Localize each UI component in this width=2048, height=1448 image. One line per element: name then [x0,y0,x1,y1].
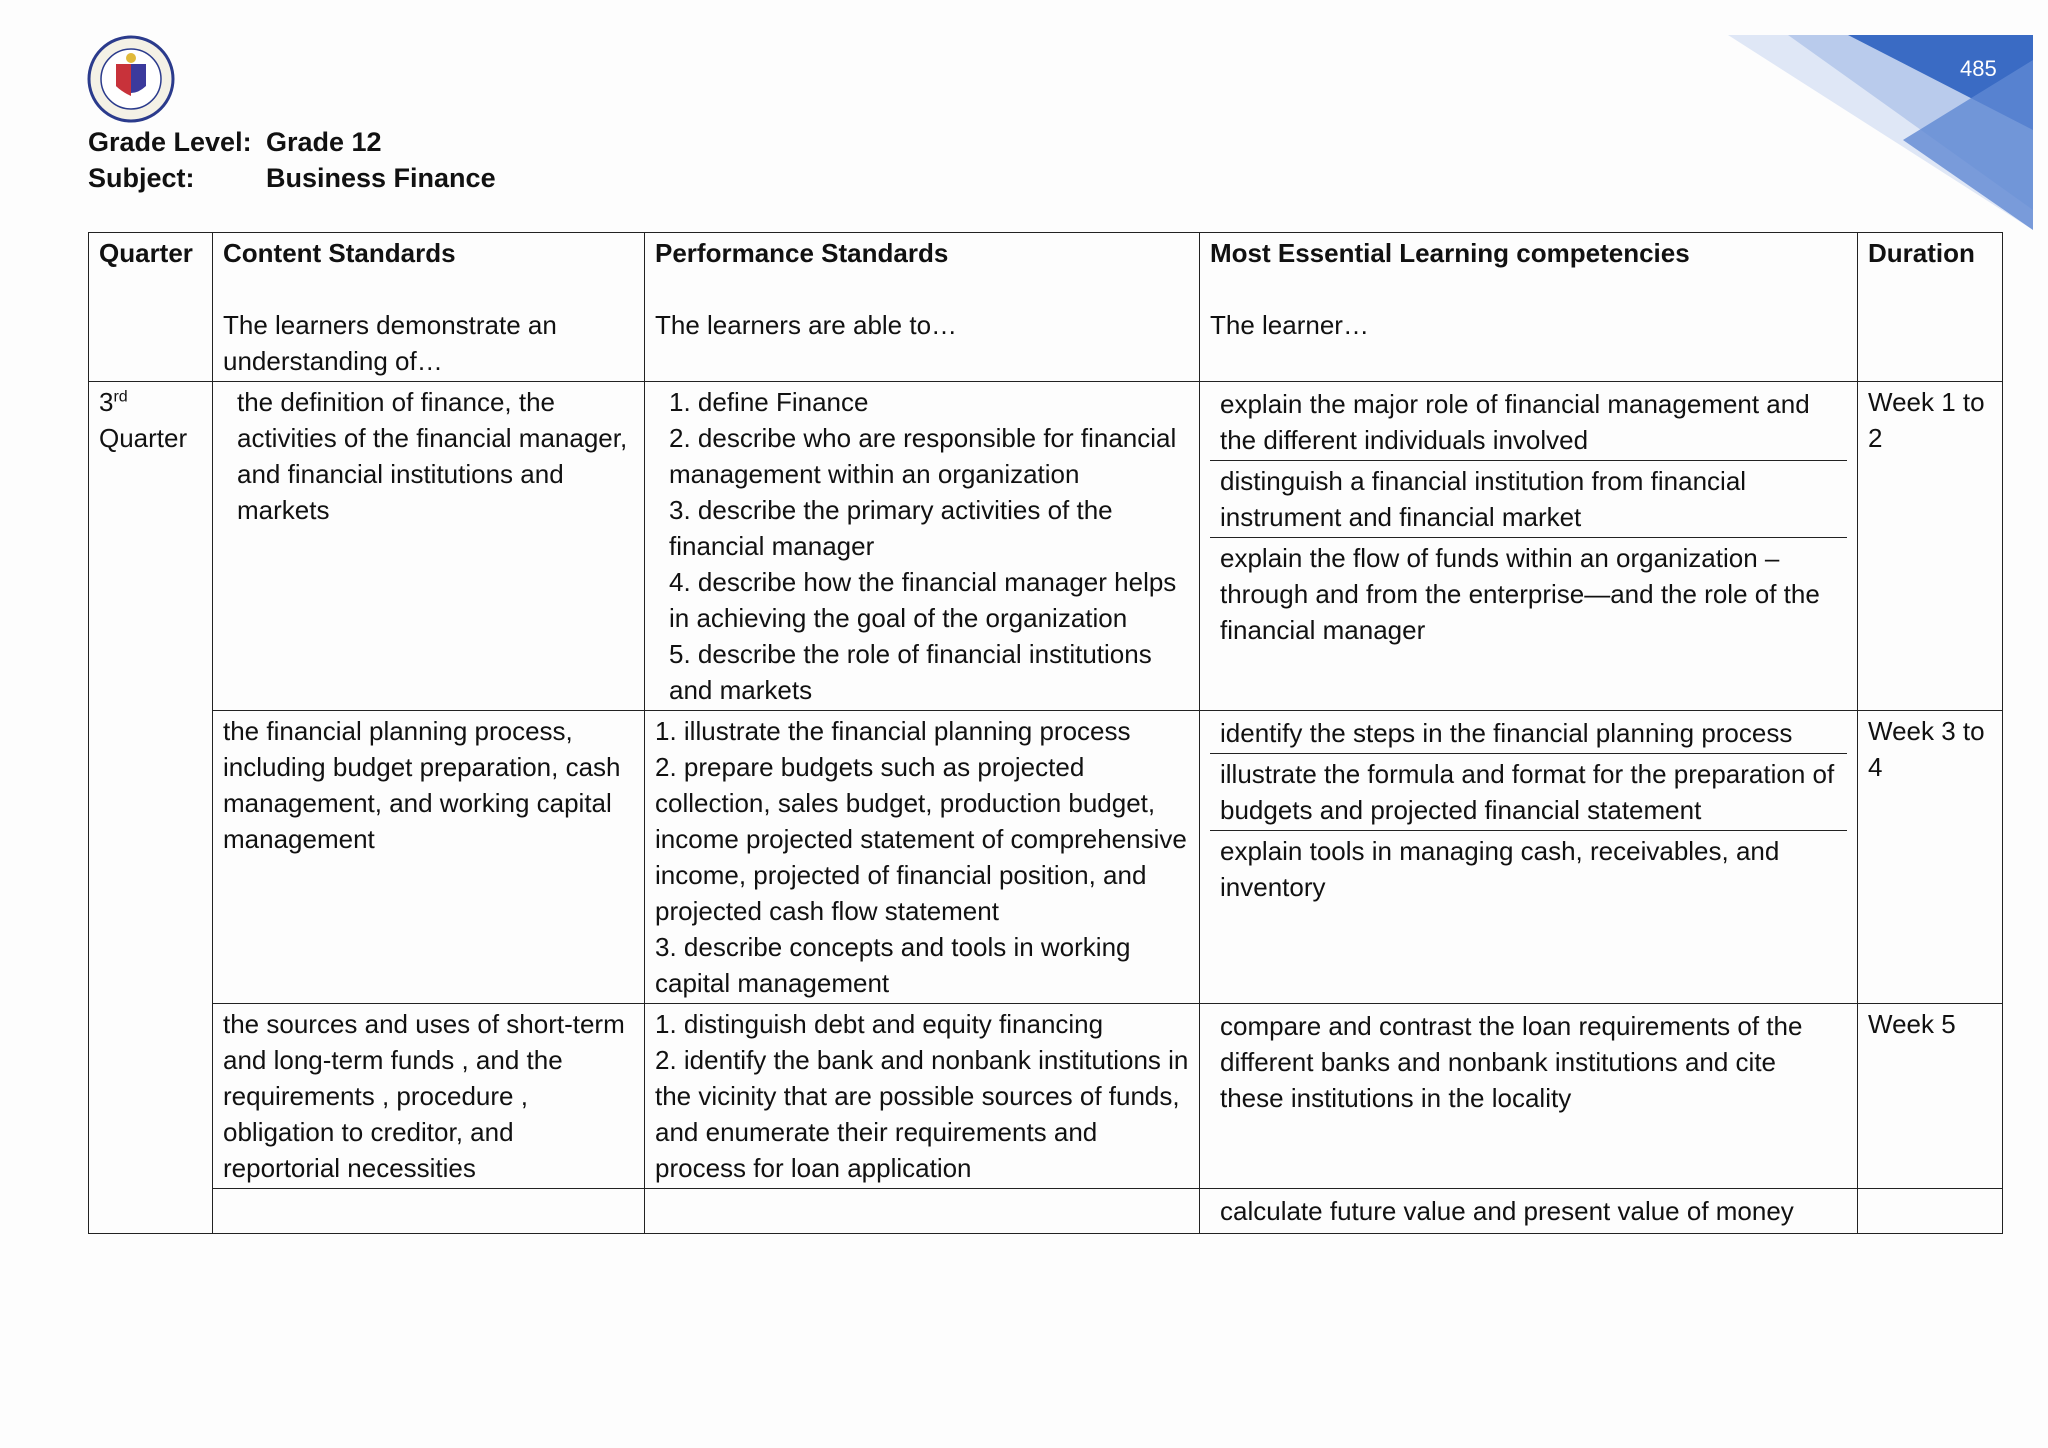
corner-decoration [1728,0,2048,250]
duration-cell: Week 3 to 4 [1858,711,2003,1004]
melc-cell [1200,711,1858,1004]
melc-cell [1200,1189,1858,1234]
page-number: 485 [1960,56,1997,81]
duration-cell: Week 5 [1858,1004,2003,1189]
header-duration: Duration [1858,233,2003,382]
melc-item: distinguish a financial institution from financial instrument and financial market [1210,461,1847,538]
content-standard-cell: the definition of finance, the activities of the financial manager, and financial institutions and markets [213,382,645,711]
table-row [89,382,2003,711]
performance-standard-cell [645,1189,1200,1234]
performance-item: 2. prepare budgets such as projected collection, sales budget, production budget, income projected statement of comprehensive income, projected of financial position, and projected cash flow statement [655,752,1187,926]
header-quarter: Quarter [89,233,213,382]
performance-item: 3. describe concepts and tools in working capital management [655,932,1131,998]
duration-cell [1858,1189,2003,1234]
performance-item: 1. distinguish debt and equity financing [655,1009,1104,1039]
header-content-standards: Content Standards The learners demonstrate an understanding of… [213,233,645,382]
melc-item: explain the major role of financial management and the different individuals involved [1210,384,1847,461]
melc-item: illustrate the formula and format for the preparation of budgets and projected financial statement [1210,754,1847,831]
melc-item: explain tools in managing cash, receivables, and inventory [1220,836,1780,902]
grade-level-value: Grade 12 [266,127,382,157]
document-header [88,124,496,196]
quarter-cell: 3rd Quarter [89,382,213,1234]
table-row [89,711,2003,1004]
performance-standard-cell [645,382,1200,711]
header-melc: Most Essential Learning competencies The learner… [1200,233,1858,382]
deped-seal-icon [86,34,176,124]
performance-standard-cell [645,711,1200,1004]
curriculum-table [88,232,2003,1234]
subject-label: Subject: [88,163,195,193]
duration-cell: Week 1 to 2 [1858,382,2003,711]
performance-item: 1. illustrate the financial planning process [655,716,1131,746]
melc-cell [1200,382,1858,711]
content-standard-cell [213,1189,645,1234]
subject-value: Business Finance [266,163,496,193]
melc-item: identify the steps in the financial planning process [1210,713,1847,754]
performance-standard-cell [645,1004,1200,1189]
performance-item: 1. define Finance [669,387,869,417]
grade-level-label: Grade Level: [88,127,252,157]
table-row [89,1004,2003,1189]
melc-item: calculate future value and present value of money [1220,1196,1794,1226]
content-standard-cell: the financial planning process, including budget preparation, cash management, and working capital management [213,711,645,1004]
performance-item: 2. describe who are responsible for financial management within an organization [669,423,1177,489]
melc-item: compare and contrast the loan requirements of the different banks and nonbank institutions and cite these institutions in the locality [1220,1011,1803,1113]
header-performance-standards: Performance Standards The learners are able to… [645,233,1200,382]
performance-item: 5. describe the role of financial institutions and markets [669,639,1152,705]
table-row [89,1189,2003,1234]
content-standard-cell: the sources and uses of short-term and long-term funds , and the requirements , procedure , obligation to creditor, and reportorial necessities [213,1004,645,1189]
performance-item: 3. describe the primary activities of the financial manager [669,495,1113,561]
performance-item: 4. describe how the financial manager helps in achieving the goal of the organization [669,567,1177,633]
performance-item: 2. identify the bank and nonbank institutions in the vicinity that are possible sources of funds, and enumerate their requirements and process for loan application [655,1045,1189,1183]
melc-cell [1200,1004,1858,1189]
table-header-row [89,233,2003,382]
melc-item: explain the flow of funds within an organization – through and from the enterprise—and the role of the financial manager [1220,543,1820,645]
